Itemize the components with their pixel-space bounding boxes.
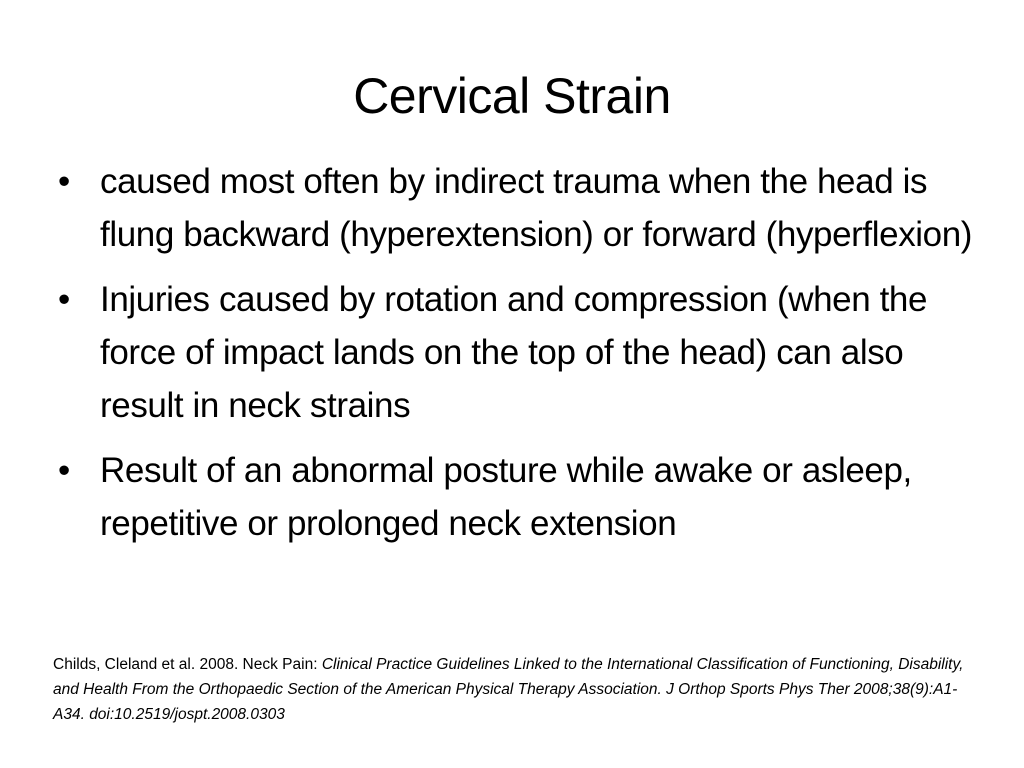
bullet-item <box>58 273 978 432</box>
bullet-icon: • <box>58 451 70 490</box>
slide-title: Cervical Strain <box>353 68 671 124</box>
bullet-item <box>58 444 978 550</box>
citation <box>53 652 973 727</box>
bullet-text: Injuries caused by rotation and compression (when the force of impact lands on the top of the head) can also result in neck strains <box>100 280 928 425</box>
bullet-icon: • <box>58 162 70 201</box>
bullet-icon: • <box>58 280 70 319</box>
bullet-item <box>58 155 978 261</box>
bullet-text: Result of an abnormal posture while awake or asleep, repetitive or prolonged neck extension <box>100 451 912 543</box>
citation-reference: Clinical Practice Guidelines Linked to the International Classification of Functioning, Disability, and Health From the Orthopaedic Section of the American Physical Therapy Association. J Orthop Sports Phys Ther 2008;38(9):A1-A34. doi:10.2519/jospt.2008.0303 <box>53 656 964 723</box>
bullet-list <box>58 155 978 562</box>
citation-authors: Childs, Cleland et al. 2008. Neck Pain: <box>53 656 322 673</box>
bullet-text: caused most often by indirect trauma when the head is flung backward (hyperextension) or forward (hyperflexion) <box>100 162 973 254</box>
